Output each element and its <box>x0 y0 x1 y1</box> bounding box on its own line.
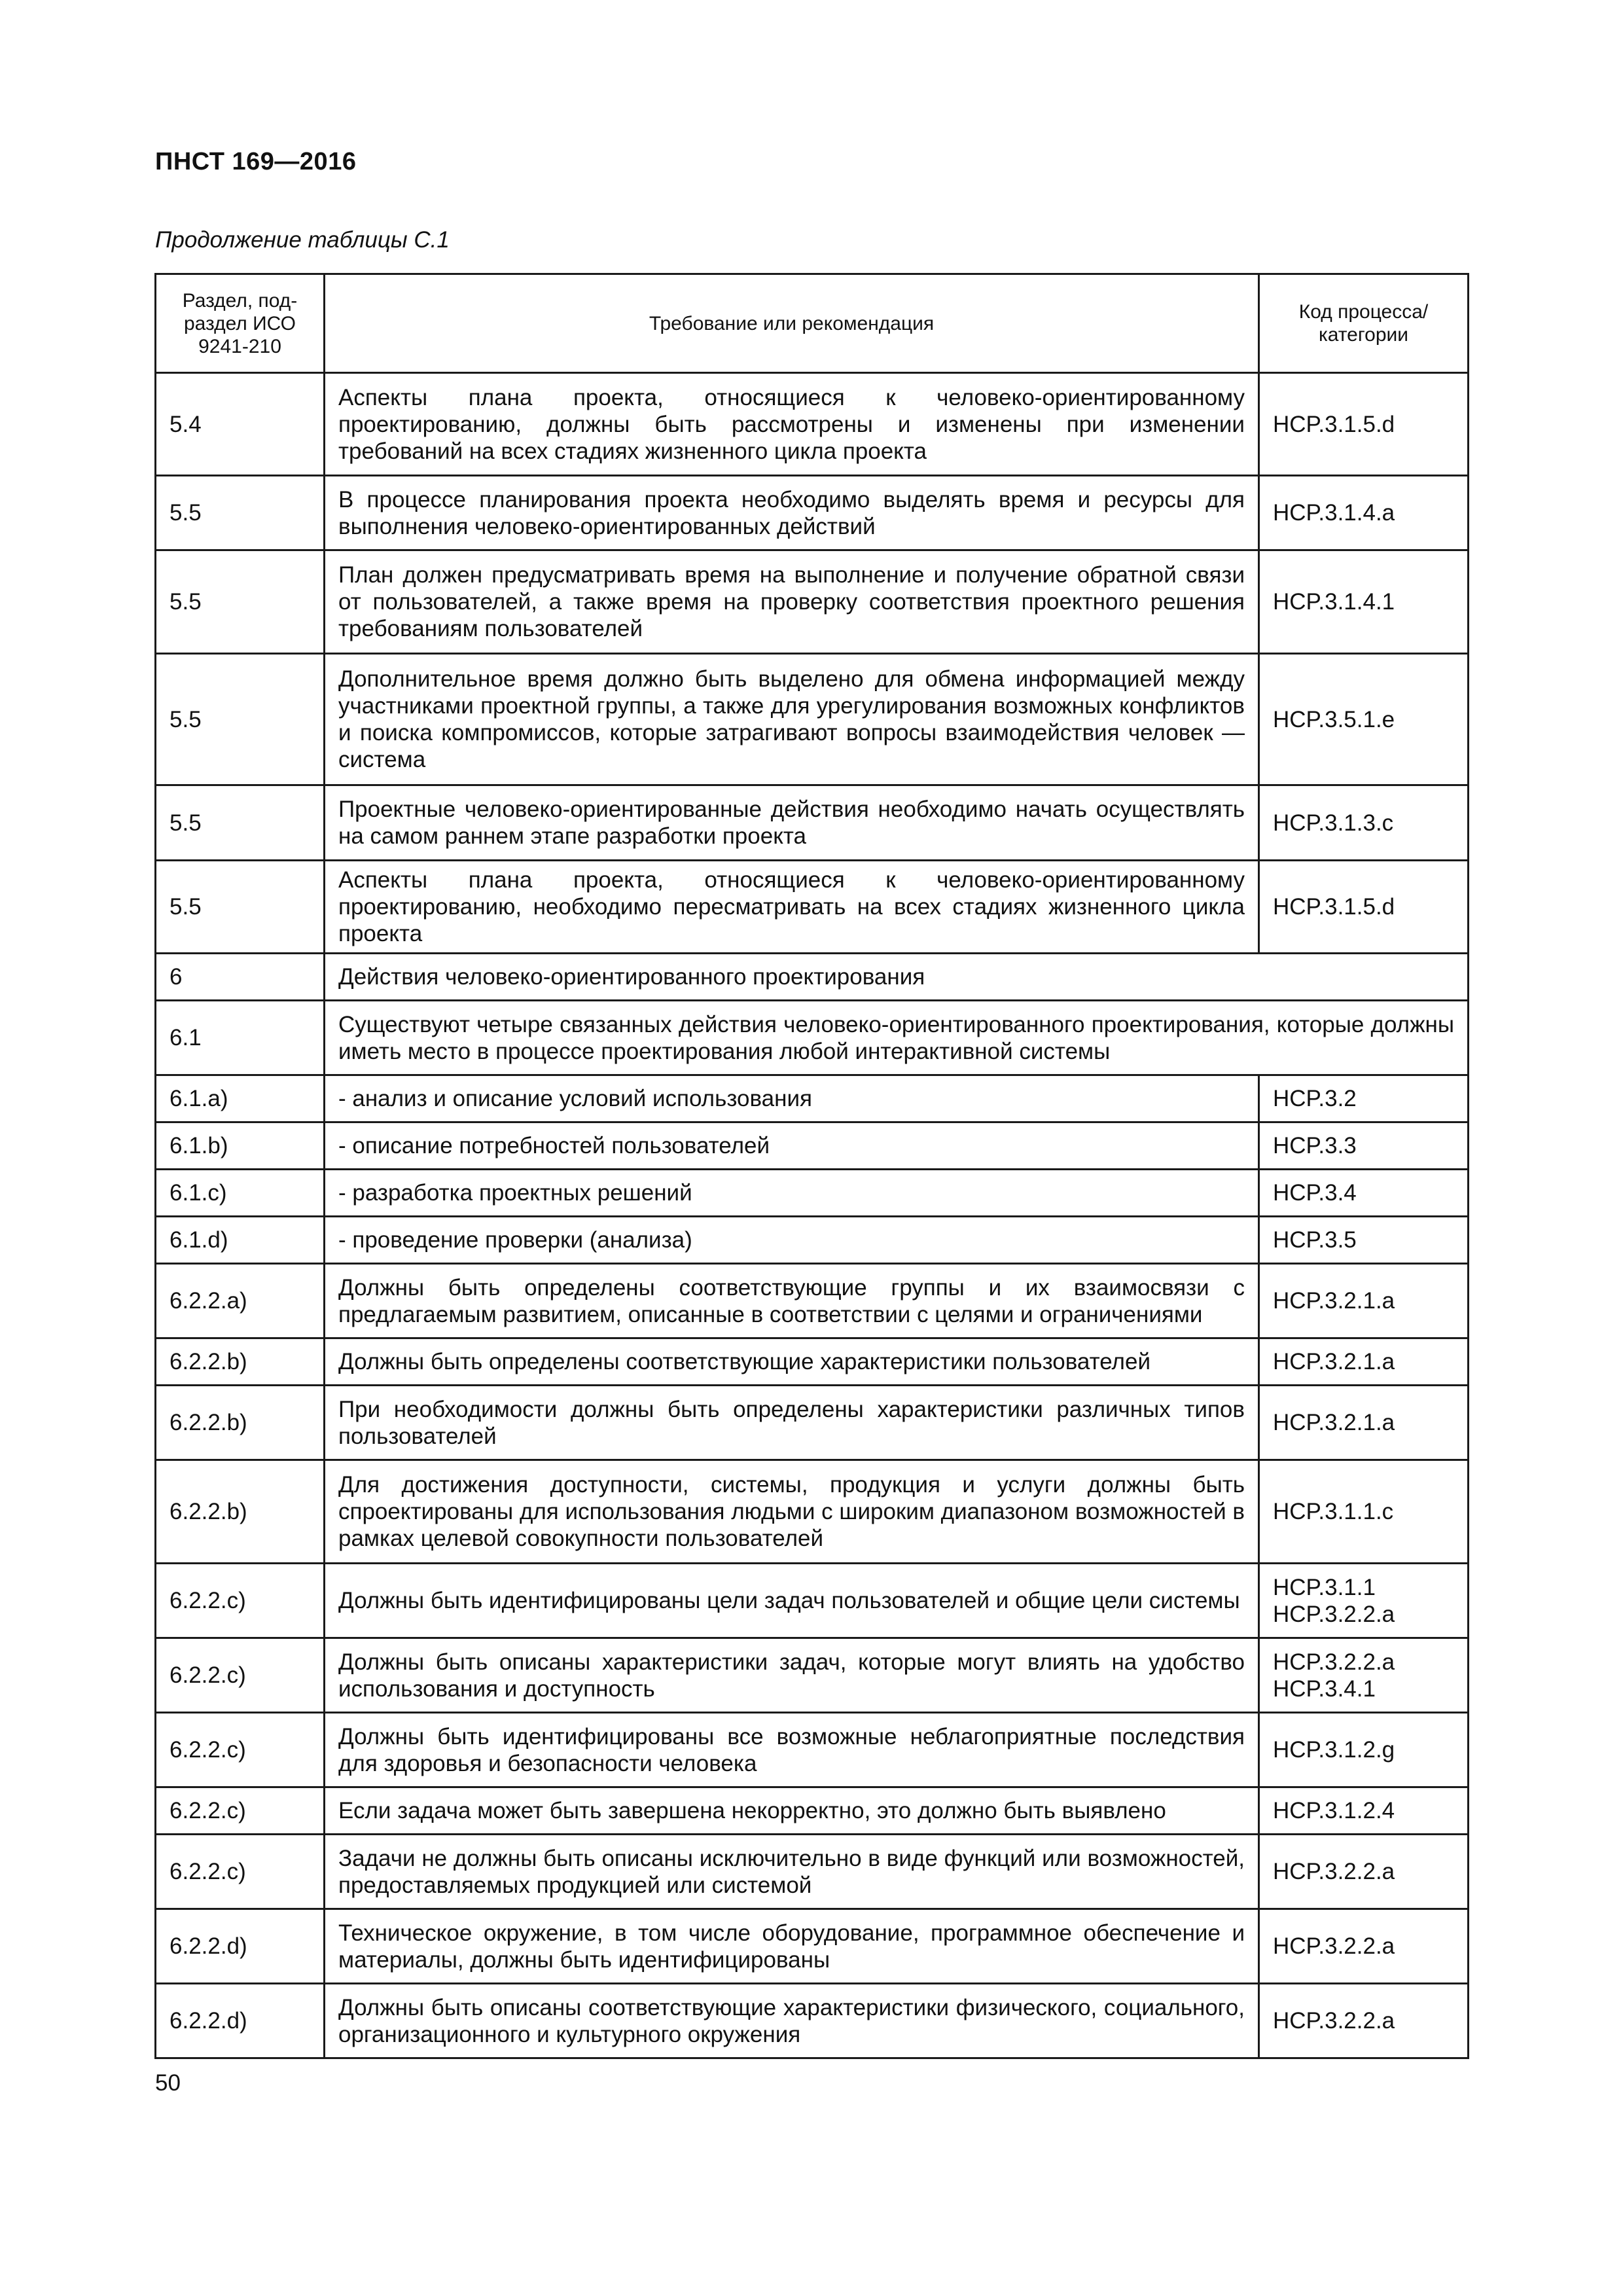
requirement-cell: При необходимости должны быть определены характеристики различных типов пользователей <box>325 1386 1259 1460</box>
process-code-cell: HCP.3.1.5.d <box>1259 373 1469 476</box>
process-code-cell: HCP.3.2.1.a <box>1259 1338 1469 1386</box>
process-code-cell: HCP.3.2 <box>1259 1075 1469 1122</box>
requirement-cell: Должны быть идентифицированы цели задач пользователей и общие цели системы <box>325 1564 1259 1638</box>
process-code-cell: HCP.3.2.2.a <box>1259 1909 1469 1984</box>
section-cell: 6.1.d) <box>156 1217 325 1264</box>
section-cell: 6.2.2.a) <box>156 1264 325 1338</box>
table-row <box>156 861 1469 954</box>
page-number: 50 <box>155 2070 181 2096</box>
section-cell: 6.1.c) <box>156 1170 325 1217</box>
process-code-cell: HCP.3.5 <box>1259 1217 1469 1264</box>
section-cell: 6.2.2.b) <box>156 1338 325 1386</box>
requirement-cell: Техническое окружение, в том числе оборудование, программное обеспечение и материалы, должны быть идентифицированы <box>325 1909 1259 1984</box>
section-cell: 6.1.b) <box>156 1122 325 1170</box>
process-code-cell: HCP.3.1.5.d <box>1259 861 1469 954</box>
process-code-cell: HCP.3.4 <box>1259 1170 1469 1217</box>
table-row <box>156 373 1469 476</box>
process-code-cell: HCP.3.1.4.1 <box>1259 550 1469 654</box>
requirement-cell: - описание потребностей пользователей <box>325 1122 1259 1170</box>
process-code-cell: HCP.3.1.2.4 <box>1259 1787 1469 1835</box>
section-cell: 6.1.a) <box>156 1075 325 1122</box>
table-body <box>156 373 1469 2058</box>
process-code-cell: HCP.3.2.2.a <box>1259 1835 1469 1909</box>
table-row <box>156 1909 1469 1984</box>
section-cell: 5.5 <box>156 785 325 861</box>
requirement-cell: Должны быть описаны соответствующие характеристики физического, социального, организационного и культурного окружения <box>325 1984 1259 2058</box>
table-row <box>156 1338 1469 1386</box>
requirement-cell: Аспекты плана проекта, относящиеся к человеко-ориентированному проектированию, должны быть рассмотрены и изменены при изменении требований на всех стадиях жизненного цикла проекта <box>325 373 1259 476</box>
requirement-cell: - разработка проектных решений <box>325 1170 1259 1217</box>
requirement-cell: - проведение проверки (анализа) <box>325 1217 1259 1264</box>
table-row <box>156 785 1469 861</box>
requirement-cell: В процессе планирования проекта необходимо выделять время и ресурсы для выполнения человеко-ориентированных действий <box>325 476 1259 550</box>
table-caption: Продолжение таблицы С.1 <box>155 227 450 253</box>
requirement-cell: Должны быть идентифицированы все возможные неблагоприятные последствия для здоровья и безопасности человека <box>325 1713 1259 1787</box>
process-code-cell: HCP.3.1.4.a <box>1259 476 1469 550</box>
requirement-cell: Аспекты плана проекта, относящиеся к человеко-ориентированному проектированию, необходимо пересматривать на всех стадиях жизненного цикла проекта <box>325 861 1259 954</box>
process-code-cell: HCP.3.2.1.a <box>1259 1264 1469 1338</box>
section-cell: 6.2.2.c) <box>156 1713 325 1787</box>
process-code-cell: HCP.3.2.2.a HCP.3.4.1 <box>1259 1638 1469 1713</box>
requirement-cell: Должны быть определены соответствующие характеристики пользователей <box>325 1338 1259 1386</box>
column-header-requirement: Требование или рекомендация <box>325 274 1259 373</box>
requirement-cell: Дополнительное время должно быть выделено для обмена информацией между участниками проектной группы, а также для урегулирования возможных конфликтов и поиска компромиссов, которые затрагивают вопросы взаимодействия человек — система <box>325 654 1259 785</box>
column-header-code: Код процесса/ категории <box>1259 274 1469 373</box>
table-header-row <box>156 274 1469 373</box>
process-code-cell: HCP.3.1.1 HCP.3.2.2.a <box>1259 1564 1469 1638</box>
process-code-cell: HCP.3.5.1.e <box>1259 654 1469 785</box>
process-code-cell: HCP.3.2.2.a <box>1259 1984 1469 2058</box>
requirement-cell: Проектные человеко-ориентированные действия необходимо начать осуществлять на самом раннем этапе разработки проекта <box>325 785 1259 861</box>
table-row <box>156 476 1469 550</box>
table-row <box>156 550 1469 654</box>
section-cell: 5.5 <box>156 654 325 785</box>
table-row <box>156 654 1469 785</box>
table-row <box>156 1460 1469 1564</box>
table-row <box>156 1787 1469 1835</box>
section-cell: 6.2.2.c) <box>156 1787 325 1835</box>
section-cell: 6.2.2.c) <box>156 1564 325 1638</box>
section-cell: 6.2.2.c) <box>156 1638 325 1713</box>
table-row <box>156 1713 1469 1787</box>
section-cell: 6.1 <box>156 1001 325 1075</box>
table-row <box>156 1984 1469 2058</box>
section-cell: 6.2.2.b) <box>156 1460 325 1564</box>
process-code-cell: HCP.3.3 <box>1259 1122 1469 1170</box>
requirement-cell: - анализ и описание условий использования <box>325 1075 1259 1122</box>
section-cell: 6.2.2.c) <box>156 1835 325 1909</box>
table-row <box>156 1835 1469 1909</box>
table-row <box>156 1170 1469 1217</box>
section-cell: 6.2.2.d) <box>156 1909 325 1984</box>
requirement-cell: Задачи не должны быть описаны исключительно в виде функций или возможностей, предоставляемых продукцией или системой <box>325 1835 1259 1909</box>
requirement-cell: Должны быть описаны характеристики задач, которые могут влиять на удобство использования и доступность <box>325 1638 1259 1713</box>
section-cell: 6.2.2.d) <box>156 1984 325 2058</box>
table-row <box>156 1638 1469 1713</box>
requirement-cell: Действия человеко-ориентированного проектирования <box>325 954 1469 1001</box>
table-row <box>156 1001 1469 1075</box>
section-cell: 6.2.2.b) <box>156 1386 325 1460</box>
requirement-cell: Если задача может быть завершена некорректно, это должно быть выявлено <box>325 1787 1259 1835</box>
table-row <box>156 1564 1469 1638</box>
section-cell: 6 <box>156 954 325 1001</box>
requirement-cell: Существуют четыре связанных действия человеко-ориентированного проектирования, которые должны иметь место в процессе проектирования любой интерактивной системы <box>325 1001 1469 1075</box>
section-cell: 5.5 <box>156 476 325 550</box>
requirements-table <box>154 273 1469 2059</box>
document-header: ПНСТ 169—2016 <box>155 148 357 175</box>
table-row <box>156 1217 1469 1264</box>
process-code-cell: HCP.3.1.3.c <box>1259 785 1469 861</box>
process-code-cell: HCP.3.2.1.a <box>1259 1386 1469 1460</box>
section-cell: 5.5 <box>156 861 325 954</box>
column-header-section: Раздел, под- раздел ИСО 9241-210 <box>156 274 325 373</box>
requirement-cell: План должен предусматривать время на выполнение и получение обратной связи от пользователей, а также время на проверку соответствия проектного решения требованиям пользователей <box>325 550 1259 654</box>
table-row <box>156 1075 1469 1122</box>
table-row <box>156 1122 1469 1170</box>
process-code-cell: HCP.3.1.2.g <box>1259 1713 1469 1787</box>
table-row <box>156 1386 1469 1460</box>
requirement-cell: Для достижения доступности, системы, продукция и услуги должны быть спроектированы для использования людьми с широким диапазоном возможностей в рамках целевой совокупности пользователей <box>325 1460 1259 1564</box>
process-code-cell: HCP.3.1.1.c <box>1259 1460 1469 1564</box>
table-row <box>156 1264 1469 1338</box>
section-cell: 5.4 <box>156 373 325 476</box>
table-row <box>156 954 1469 1001</box>
requirement-cell: Должны быть определены соответствующие группы и их взаимосвязи с предлагаемым развитием, описанные в соответствии с целями и ограничениями <box>325 1264 1259 1338</box>
section-cell: 5.5 <box>156 550 325 654</box>
